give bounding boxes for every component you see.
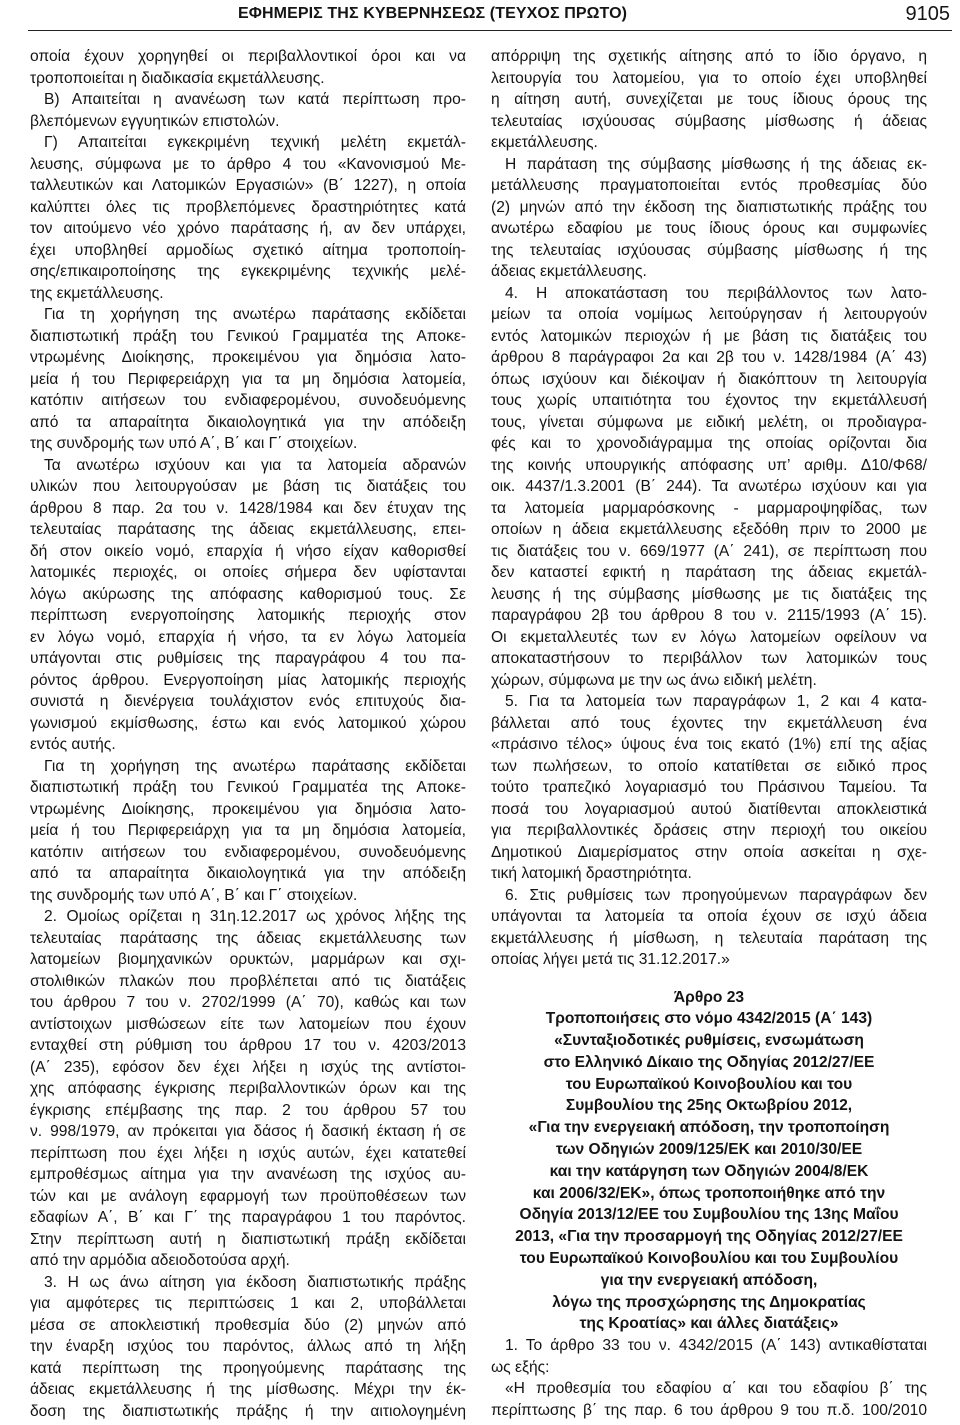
text-line: της συνδρομής των υπό Α΄, Β΄ και Γ΄ στοιχείων. [30, 886, 358, 904]
text-line: οικ. 4437/1.3.2001 (Β΄ 244). Τα ανωτέρω ισχύουν και για [491, 478, 927, 495]
text-line: άρθρου 8 παράγραφοι 2α και 2β του ν. 1428/1984 (Α΄ 43) [491, 349, 927, 366]
paragraph [491, 1335, 927, 1378]
text-line: εν λόγω νομό, επαρχία ή νήσο, τα εν λόγω λατομεία [30, 628, 466, 646]
paragraph [30, 906, 466, 1272]
text-line: τους χωρίς υπαιτιότητα του έχοντος την εκμετάλλευσή [491, 392, 927, 409]
text-line: (2) μηνών από την έκδοση της διαπιστωτικής πράξης του [491, 198, 927, 216]
article-title-line: και την κατάργηση των Οδηγιών 2004/8/ΕΚ [549, 1162, 869, 1180]
text-line: λατομείων βιομηχανικών ορυκτών, μαρμάρων και σχι- [30, 951, 466, 968]
text-line: 2. Ομοίως ορίζεται η 31η.12.2017 ως χρόνος λήξης της [44, 908, 466, 925]
text-line: εντός λατομικών περιοχών ή με βάση τις διατάξεις του [491, 327, 927, 345]
text-line: μεία ή του Περιφερειάρχη για τα μη δημόσια λατομεία, [30, 370, 466, 388]
text-line: κατά περίπτωση της προηγούμενης παράτασης της [30, 1359, 466, 1377]
text-line: δοση της διαπιστωτικής πράξης ή την αιτιολογημένη [30, 1402, 466, 1420]
article-title-line: του Ευρωπαϊκού Κοινοβουλίου και του Συμβουλίου [519, 1250, 899, 1268]
paragraph [491, 691, 927, 885]
text-line: διαπιστωτική πράξη του Γενικού Γραμματέα της Αποκε- [30, 779, 466, 796]
text-line: καλύπτει όλες τις προβλεπόμενες δραστηριότητες κατά [30, 198, 466, 216]
paragraph [30, 46, 466, 89]
text-line: Οι εκμεταλλευτές των εν λόγω λατομείων οφείλουν να [491, 628, 927, 646]
text-line: βλεπόμενων εγγυητικών επιστολών. [30, 112, 280, 130]
text-line: περίπτωση ενεργοποίησης λατομικής περιοχής στον [30, 607, 466, 624]
text-line: ντρωμένης Διοίκησης, προκειμένου για δημόσια λατο- [30, 800, 466, 818]
text-line: Η παράταση της σύμβασης μίσθωσης ή της άδειας εκ- [505, 155, 927, 173]
text-line: την έναρξη ισχύος του παρόντος, άλλως από τη λήξη [30, 1338, 466, 1355]
text-line: τελευταίας παράτασης της άδειας εκμετάλλευσης των [30, 929, 466, 947]
article-title-line: λόγω της προσχώρησης της Δημοκρατίας [552, 1293, 866, 1311]
article-title-line: 2013, «Για την προσαρμογή της Οδηγίας 2012/27/ΕΕ [515, 1228, 903, 1246]
left-column [30, 46, 466, 1422]
text-line: χης απόφασης έγκρισης περιβαλλοντικών όρων και της [30, 1080, 466, 1097]
text-line: της συνδρομής των υπό Α΄, Β΄ και Γ΄ στοιχείων. [30, 435, 358, 452]
paragraph [491, 1378, 927, 1421]
text-line: σης/επικαιροποίησης της εγκεκριμένης τεχνικής μελέ- [30, 263, 466, 280]
text-line: ανωτέρω εδαφίου με τους ίδιους όρους και συμφωνίες [491, 220, 927, 237]
text-line: τους, γίνεται σύμφωνα με ειδική μελέτη, οι προδιαγρα- [491, 413, 927, 431]
text-line: από τα απαραίτητα δικαιολογητικά για την απόδειξη [30, 865, 466, 882]
text-line: τα λατομεία μαρμαρόσκονης - μαρμαροψηφίδας, των [491, 499, 927, 517]
article-title-line: Τροποποιήσεις στο νόμο 4342/2015 (Α΄ 143) [545, 1010, 873, 1028]
text-line: δεν καταστεί εφικτή η παράταση της άδειας εκμετάλ- [491, 564, 927, 581]
text-line: Για τη χορήγηση της ανωτέρω παράτασης εκδίδεται [44, 306, 466, 323]
text-line: εδαφίων Α΄, Β΄ και Γ΄ της παραγράφου 1 του παρόντος. [30, 1209, 466, 1226]
text-line: κατόπιν αιτήσεων του ενδιαφερομένου, συνοδευόμενης [30, 392, 466, 409]
paragraph [30, 1272, 466, 1423]
text-line: λευσης, σύμφωνα με το άρθρο 4 του «Κανονισμού Με- [30, 155, 466, 173]
text-line: ν. 998/1979, αν πρόκειται για δάσος ή δασική έκταση ή σε [30, 1123, 466, 1140]
text-line: οποία έχουν χορηγηθεί οι περιβαλλοντικοί όροι και να [30, 48, 466, 65]
text-line: ενταχθεί στη ρύθμιση του άρθρου 17 του ν. 4203/2013 [30, 1037, 466, 1054]
text-line: ταλλευτικών και Λατομικών Εργασιών» (Β΄ 1227), η οποία [30, 177, 466, 194]
right-column-text-before [491, 46, 927, 971]
paragraph [30, 132, 466, 304]
paragraph [30, 455, 466, 756]
text-line: άδειας εκμετάλλευσης. [491, 263, 647, 280]
text-line: περίπτωση που έχει λήξει η ισχύς αυτών, έχει κατατεθεί [30, 1144, 466, 1162]
gazette-title: ΕΦΗΜΕΡΙΣ ΤΗΣ ΚΥΒΕΡΝΗΣΕΩΣ (ΤΕΥΧΟΣ ΠΡΩΤΟ) [238, 5, 628, 22]
paragraph [491, 283, 927, 692]
text-line: εμπροθέσμως αίτημα για την ανανέωση της ισχύος αυ- [30, 1166, 466, 1183]
text-line: φές και το χρονοδιάγραμμα της οποίας ορίζονται δια [491, 435, 927, 452]
article-title-line: «Για την ενεργειακή απόδοση, την τροποποίηση [528, 1119, 890, 1137]
text-line: εκμετάλλευσης ή μίσθωση, η τελευταία παράταση της [491, 929, 927, 947]
text-line: λόγω ακύρωσης της απόφασης καθορισμού τους. Σε [30, 585, 466, 603]
article-title-line: των Οδηγιών 2009/125/ΕΚ και 2010/30/ΕΕ [555, 1141, 863, 1159]
paragraph [491, 46, 927, 154]
text-line: όπως ισχύουν και διέκοψαν ή διακόπτουν τη λειτουργία [491, 370, 927, 388]
text-line: Β) Απαιτείται η ανανέωση των κατά περίπτωση προ- [44, 91, 466, 108]
text-line: Τα ανωτέρω ισχύουν και για τα λατομεία αδρανών [44, 456, 466, 474]
text-line: άρθρου 8 παρ. 2α του ν. 1428/1984 και δεν έτυχαν της [30, 499, 466, 517]
text-line: συνιστά η διενέργεια τουλάχιστον ενός επιτυχούς δια- [30, 693, 466, 710]
article-title-line: Συμβουλίου της 25ης Οκτωβρίου 2012, [565, 1097, 853, 1115]
text-line: δή στον οικείο νομό, επαρχία ή νήσο είχαν καθορισθεί [30, 542, 466, 560]
text-line: παραγράφου 2β του άρθρου 8 του ν. 2115/1993 (Α΄ 15). [491, 607, 927, 624]
article-title-line: της Κροατίας» και άλλες διατάξεις» [579, 1315, 839, 1333]
text-line: εντός αυτής. [30, 736, 116, 753]
text-line: τελευταίας ισχύουσας σύμβασης μίσθωσης ή άδειας [491, 112, 927, 130]
text-line: βάλλεται από τους έχοντες την εκμετάλλευση ένα [491, 714, 927, 732]
paragraph [491, 154, 927, 283]
right-column [491, 46, 927, 1421]
text-line: αντίστοιχων μισθώσεων είτε των λατομείων που έχουν [30, 1015, 466, 1033]
article-title-line: για την ενεργειακή απόδοση, [600, 1271, 818, 1289]
text-line: Δημοτικού Διαμερίσματος στην οποία ασκείται η σχε- [491, 843, 927, 861]
text-line: «Η προθεσμία του εδαφίου α΄ και του εδαφίου β΄ της [505, 1380, 927, 1398]
article-title-line: και 2006/32/ΕΚ», όπως τροποποιήθηκε από την [532, 1184, 886, 1202]
text-line: Για τη χορήγηση της ανωτέρω παράτασης εκδίδεται [44, 757, 466, 775]
text-line: μεία ή του Περιφερειάρχη για τα μη δημόσια λατομεία, [30, 822, 466, 839]
text-line: του άρθρου 7 του ν. 2702/1999 (Α΄ 70), καθώς και των [30, 994, 466, 1011]
text-line: 3. Η ως άνω αίτηση για έκδοση διαπιστωτικής πράξης [44, 1273, 466, 1291]
text-line: (Α΄ 235), εφόσον δεν έχει λήξει η ισχύς της αντίστοι- [30, 1058, 466, 1076]
text-line: ποσά του λογαριασμού αυτού διατίθενται αποκλειστικά [491, 800, 927, 818]
text-line: απόρριψη της σχετικής αίτησης από το ίδιο όργανο, η [491, 48, 927, 65]
text-line: τών και με ανάλογη εφαρμογή των προϋποθέσεων των [30, 1187, 466, 1205]
text-line: στολιθικών πλακών που προβλέπεται από τις διατάξεις [30, 972, 466, 990]
text-line: τροποποιείται η διαδικασία εκμετάλλευσης. [30, 69, 325, 87]
text-line: μέσα σε αποκλειστική προθεσμία δύο (2) μηνών από [30, 1316, 466, 1334]
text-line: διαπιστωτική πράξη του Γενικού Γραμματέα της Αποκε- [30, 327, 466, 345]
text-line: οποίας λήγει μετά τις 31.12.2017.» [491, 951, 730, 968]
text-line: υπάγονται τα λατομεία τα οποία έχουν σε ισχύ άδεια [491, 908, 927, 925]
text-line: οποίων η άδεια εκμετάλλευσης εξεδόθη πριν το 2000 με [491, 521, 927, 538]
page-number: 9105 [905, 3, 950, 25]
text-line: για αμφότερες τις περιπτώσεις 1 και 2, υποβάλλεται [30, 1295, 466, 1312]
paragraph [30, 756, 466, 907]
text-line: έγκρισης επέμβασης της παρ. 2 του άρθρου 57 του [30, 1101, 466, 1119]
text-line: «πράσινο τέλος» ύψους ένα τοις εκατό (1%) επί της αξίας [491, 736, 927, 753]
article-heading [491, 987, 927, 1336]
paragraph [30, 89, 466, 132]
text-line: μείων τα οποία νομίμως λειτούργησαν ή λειτουργούν [491, 306, 927, 323]
text-line: των πωλήσεων, το οποίο κατατίθεται σε ειδικό προς [491, 757, 927, 775]
paragraph [491, 885, 927, 971]
text-line: άδειας εκμετάλλευσης ή της μίσθωσης. Μέχρι την έκ- [30, 1381, 466, 1398]
text-line: τική λατομική δραστηριότητα. [491, 865, 692, 882]
text-line: της εκμετάλλευσης. [30, 284, 164, 302]
text-line: η αίτηση αυτή, συνεχίζεται με τους ίδιους όρους της [491, 91, 927, 108]
text-line: Γ) Απαιτείται εγκεκριμένη τεχνική μελέτη εκμετάλ- [44, 134, 466, 151]
text-line: 6. Στις ρυθμίσεις των προηγούμενων παραγράφων δεν [505, 886, 927, 904]
text-line: μετάλλευσης πραγματοποιείται εντός προθεσμίας δύο [491, 177, 927, 194]
text-line: για περιβαλλοντικές δράσεις στην περιοχή του οικείου [491, 822, 927, 839]
text-line: 5. Για τα λατομεία των παραγράφων 1, 2 και 4 κατα- [505, 693, 927, 710]
text-line: λευσης ή της σύμβασης μίσθωσης με τις διατάξεις της [491, 585, 927, 603]
text-line: υπάγονται στις ρυθμίσεις της παραγράφου 4 του πα- [30, 650, 466, 667]
text-line: 4. Η αποκατάσταση του περιβάλλοντος των λατο- [505, 284, 927, 302]
text-line: 1. Το άρθρο 33 του ν. 4342/2015 (Α΄ 143) αντικαθίσταται [505, 1337, 927, 1355]
header-rule [28, 30, 952, 31]
text-line: της κοινής υπουργικής απόφασης υπ’ αριθμ. Δ10/Φ68/ [491, 456, 927, 474]
text-line: τον αιτούμενο νέο χρόνο παράτασης ή, αν δεν υπάρχει, [30, 220, 466, 237]
text-line: λειτουργία του λατομείου, για το οποίο έχει υποβληθεί [491, 69, 927, 87]
text-line: υλικών που λειτουργούσαν με βάση τις διατάξεις του [30, 478, 466, 495]
article-title-line: Οδηγία 2013/12/ΕΕ του Συμβουλίου της 13ης Μαΐου [519, 1206, 899, 1224]
text-line: έχει υποβληθεί αρμοδίως σχετικό αίτημα τροποποίη- [30, 241, 466, 259]
text-line: από την αρμόδια αδειοδοτούσα αρχή. [30, 1252, 290, 1269]
text-line: περίπτωσης β΄ της παρ. 6 του άρθρου 9 του π.δ. 100/2010 [491, 1401, 927, 1419]
text-line: ρόντος άρθρου. Ενεργοποίηση μίας λατομικής περιοχής [30, 671, 466, 689]
text-line: Στην περίπτωση αυτή η διαπιστωτική πράξη εκδίδεται [30, 1230, 466, 1248]
text-line: ως εξής: [491, 1358, 550, 1376]
right-column-text-after [491, 1335, 927, 1421]
text-line: από τα απαραίτητα δικαιολογητικά για την απόδειξη [30, 413, 466, 431]
text-line: κατόπιν αιτήσεων του ενδιαφερομένου, συνοδευόμενης [30, 843, 466, 861]
text-line: γωνισμού εκμίσθωσης, έστω και ενός λατομικού χώρου [30, 714, 466, 732]
text-line: εκμετάλλευσης. [491, 134, 598, 151]
text-line: λατομικές περιοχές, οι οποίες σήμερα δεν υφίστανται [30, 564, 466, 581]
text-line: τελευταίας παράτασης της άδειας εκμετάλλευσης, επει- [30, 521, 466, 538]
text-line: χώρων, σύμφωνα με την ως άνω ειδική μελέτη. [491, 671, 817, 689]
article-title-line: «Συνταξιοδοτικές ρυθμίσεις, ενσωμάτωση [554, 1032, 864, 1050]
text-line: τούτο τραπεζικό λογαριασμό του Πράσινου Ταμείου. Τα [491, 779, 927, 796]
text-line: ντρωμένης Διοίκησης, προκειμένου για δημόσια λατο- [30, 349, 466, 366]
article-number: Άρθρο 23 [673, 988, 745, 1006]
text-line: της τελευταίας ισχύουσας σύμβασης μίσθωσης ή της [491, 241, 927, 259]
text-line: τις διατάξεις του ν. 669/1977 (Α΄ 241), σε περίπτωση που [491, 542, 927, 560]
text-line: αποκαταστήσουν το περιβάλλον των λατομικών τους [491, 650, 927, 667]
article-title-line: του Ευρωπαϊκού Κοινοβουλίου και του [565, 1075, 853, 1093]
article-title-line: στο Ελληνικό Δίκαιο της Οδηγίας 2012/27/ΕΕ [543, 1053, 875, 1071]
paragraph [30, 304, 466, 455]
